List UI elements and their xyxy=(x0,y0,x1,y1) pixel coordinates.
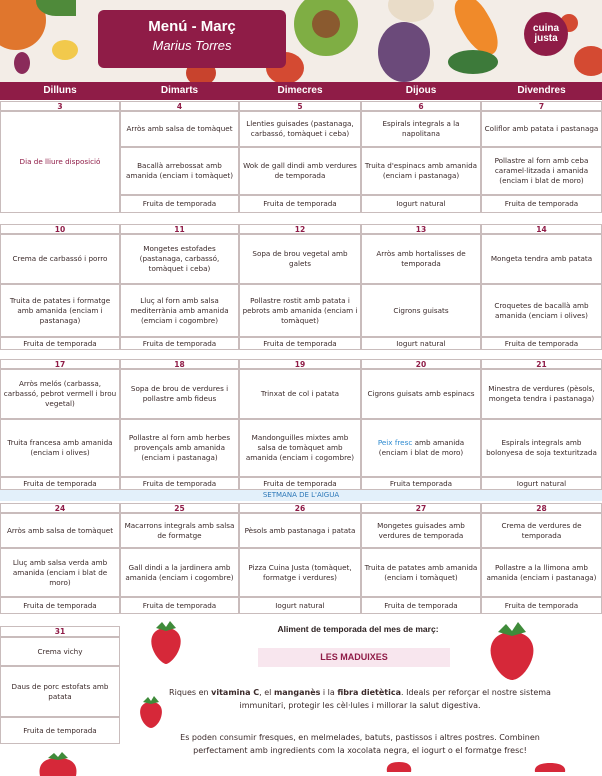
menu-cell-second-course: Pizza Cuina Justa (tomàquet, formatge i verdures) xyxy=(239,548,361,597)
menu-cell-second-course: Lluç al forn amb salsa mediterrània amb amanida (emciam i cogombre) xyxy=(120,284,239,337)
menu-cell-dessert: Fruita de temporada xyxy=(481,195,602,213)
menu-cell-second-course: Lluç amb salsa verda amb amanida (enciam i blat de moro) xyxy=(0,548,120,597)
menu-cell-second-course: Truita de patates i formatge amb amanida (enciam i pastanaga) xyxy=(0,284,120,337)
menu-cell-second-course: Daus de porc estofats amb patata xyxy=(0,666,120,717)
radish-illustration xyxy=(14,52,30,74)
menu-cell-dessert: Fruita de temporada xyxy=(481,337,602,350)
benefits-text: . Ideals per reforçar el nostre sistema immunitari, protegir les cèl·lules i millorar la salut digestiva. xyxy=(239,688,551,710)
menu-cell-first-course: Macarrons integrals amb salsa de formatge xyxy=(120,513,239,548)
menu-cell-second-course: Mandonguilles mixtes amb salsa de tomàquet amb amanida (enciam i cogombre) xyxy=(239,419,361,477)
menu-cell-dessert: Fruita de temporada xyxy=(361,597,481,614)
day-number: 19 xyxy=(239,359,361,369)
day-number: 25 xyxy=(120,503,239,513)
day-number: 10 xyxy=(0,224,120,234)
benefits-text: , el xyxy=(259,688,274,697)
day-number: 12 xyxy=(239,224,361,234)
benefits-vitamin: vitamina C xyxy=(211,688,260,697)
menu-cell-second-course: Truita francesa amb amanida (enciam i olives) xyxy=(0,419,120,477)
menu-cell-dessert: Fruita de temporada xyxy=(481,597,602,614)
strawberry-icon xyxy=(136,694,166,730)
seasonal-food-benefits xyxy=(160,686,560,712)
menu-title: Menú - Març xyxy=(148,18,236,35)
menu-cell-first-course: Mongetes estofades (pastanaga, carbassó, tomàquet i ceba) xyxy=(120,234,239,284)
holiday-cell: Dia de lliure disposició xyxy=(0,111,120,213)
menu-cell-first-course: Arròs amb hortalisses de temporada xyxy=(361,234,481,284)
menu-cell-first-course: Crema de carbassó i porro xyxy=(0,234,120,284)
benefits-fiber: fibra dietètica xyxy=(337,688,401,697)
artichoke-illustration xyxy=(378,22,430,82)
menu-cell-first-course: Mongeta tendra amb patata xyxy=(481,234,602,284)
menu-cell-first-course: Pèsols amb pastanaga i patata xyxy=(239,513,361,548)
menu-cell-second-course: Pollastre al forn amb herbes provençals amb amanida (enciam i pastanaga) xyxy=(120,419,239,477)
menu-cell-first-course: Cigrons guisats amb espinacs xyxy=(361,369,481,419)
benefits-mineral: manganès xyxy=(273,688,321,697)
day-number: 6 xyxy=(361,101,481,111)
day-header-tuesday: Dimarts xyxy=(160,85,199,96)
mushroom-illustration xyxy=(388,0,434,22)
menu-cell-dessert: Fruita de temporada xyxy=(120,477,239,490)
menu-cell-dessert: Fruita de temporada xyxy=(239,195,361,213)
day-number: 13 xyxy=(361,224,481,234)
logo-text-line1: cuina xyxy=(532,23,560,34)
menu-cell-text xyxy=(364,438,478,458)
weekday-header xyxy=(0,82,602,100)
seasonal-food-name: LES MADUIXES xyxy=(258,648,450,667)
menu-cell-second-course: Pollastre al forn amb ceba caramel·litzada i amanida (enciam i blat de moro) xyxy=(481,147,602,195)
day-number: 17 xyxy=(0,359,120,369)
menu-cell-first-course: Mongetes guisades amb verdures de temporada xyxy=(361,513,481,548)
avocado-seed-illustration xyxy=(312,10,340,38)
day-number: 20 xyxy=(361,359,481,369)
day-number: 27 xyxy=(361,503,481,513)
menu-cell-dessert: Iogurt natural xyxy=(361,337,481,350)
strawberry-icon xyxy=(384,758,414,772)
menu-cell-dessert: Fruita de temporada xyxy=(120,195,239,213)
menu-cell-dessert: Iogurt natural xyxy=(239,597,361,614)
menu-cell-dessert: Fruita de temporada xyxy=(239,337,361,350)
menu-cell-first-course: Crema de verdures de temporada xyxy=(481,513,602,548)
menu-cell-dessert: Fruita de temporada xyxy=(120,597,239,614)
zucchini-illustration xyxy=(448,50,498,74)
day-number: 7 xyxy=(481,101,602,111)
menu-cell-second-course: Pollastre a la llimona amb amanida (enciam i pastanaga) xyxy=(481,548,602,597)
strawberry-icon xyxy=(146,618,186,666)
cuina-justa-logo xyxy=(524,12,568,56)
header-banner xyxy=(0,0,602,82)
menu-cell-first-course: Sopa de brou de verdures i pollastre amb fideus xyxy=(120,369,239,419)
menu-cell-first-course: Sopa de brou vegetal amb galets xyxy=(239,234,361,284)
strawberry-icon xyxy=(532,760,568,772)
menu-cell-first-course: Espirals integrals a la napolitana xyxy=(361,111,481,147)
menu-cell-first-course: Llenties guisades (pastanaga, carbassó, tomàquet i ceba) xyxy=(239,111,361,147)
fresh-fish-highlight: Peix fresc xyxy=(377,438,413,447)
day-number: 28 xyxy=(481,503,602,513)
day-number: 18 xyxy=(120,359,239,369)
menu-cell-dessert: Fruita temporada xyxy=(361,477,481,490)
menu-cell-second-course: Wok de gall dindi amb verdures de temporada xyxy=(239,147,361,195)
day-number: 14 xyxy=(481,224,602,234)
menu-cell-second-course: Truita de patates amb amanida (enciam i tomàquet) xyxy=(361,548,481,597)
menu-cell-first-course: Arròs amb salsa de tomàquet xyxy=(120,111,239,147)
menu-cell-first-course: Coliflor amb patata i pastanaga xyxy=(481,111,602,147)
day-header-thursday: Dijous xyxy=(405,85,437,96)
school-name: Marius Torres xyxy=(152,38,232,53)
day-number: 3 xyxy=(0,101,120,111)
benefits-text: i la xyxy=(320,688,338,697)
menu-cell-first-course: Arròs melós (carbassa, carbassó, pebrot vermell i brou vegetal) xyxy=(0,369,120,419)
lemon-illustration xyxy=(52,40,78,60)
menu-cell-dessert: Iogurt natural xyxy=(481,477,602,490)
menu-cell-first-course: Crema vichy xyxy=(0,637,120,666)
menu-cell-dessert: Fruita de temporada xyxy=(0,337,120,350)
menu-cell-dessert: Fruita de temporada xyxy=(0,477,120,490)
menu-cell-second-course: Espirals integrals amb bolonyesa de soja texturitzada xyxy=(481,419,602,477)
menu-cell-second-course: Truita d'espinacs amb amanida (enciam i pastanaga) xyxy=(361,147,481,195)
menu-cell-first-course: Trinxat de col i patata xyxy=(239,369,361,419)
menu-cell-first-course: Minestra de verdures (pèsols, mongeta tendra i pastanaga) xyxy=(481,369,602,419)
seasonal-food-heading: Aliment de temporada del mes de març: xyxy=(277,624,439,634)
menu-cell-dessert: Fruita de temporada xyxy=(120,337,239,350)
day-number: 11 xyxy=(120,224,239,234)
strawberry-icon xyxy=(36,752,80,776)
day-header-wednesday: Dimecres xyxy=(277,85,323,96)
day-header-monday: Dilluns xyxy=(43,85,77,96)
menu-cell-dessert: Fruita de temporada xyxy=(0,597,120,614)
menu-cell-second-course: Bacallà arrebossat amb amanida (enciam i tomàquet) xyxy=(120,147,239,195)
day-number: 21 xyxy=(481,359,602,369)
strawberry-icon xyxy=(484,620,540,682)
logo-text-line2: justa xyxy=(534,33,558,44)
menu-cell-dessert: Fruita de temporada xyxy=(239,477,361,490)
menu-cell-second-course xyxy=(361,419,481,477)
menu-cell-second-course: Gall dindi a la jardinera amb amanida (enciam i cogombre) xyxy=(120,548,239,597)
menu-cell-first-course: Arròs amb salsa de tomàquet xyxy=(0,513,120,548)
day-number: 4 xyxy=(120,101,239,111)
menu-cell-second-course: Croquetes de bacallà amb amanida (enciam i olives) xyxy=(481,284,602,337)
day-number: 24 xyxy=(0,503,120,513)
menu-title-box xyxy=(98,10,286,68)
day-header-friday: Divendres xyxy=(517,85,566,96)
tomato-illustration xyxy=(574,46,602,76)
menu-cell-text: amb amanida (enciam i blat de moro) xyxy=(378,438,465,457)
menu-cell-dessert: Fruita de temporada xyxy=(0,717,120,744)
day-number: 5 xyxy=(239,101,361,111)
menu-cell-second-course: Cigrons guisats xyxy=(361,284,481,337)
menu-cell-second-course: Pollastre rostit amb patata i pebrots amb amanida (enciam i tomàquet) xyxy=(239,284,361,337)
day-number: 26 xyxy=(239,503,361,513)
water-week-banner: SETMANA DE L'AIGUA xyxy=(0,490,602,501)
day-number: 31 xyxy=(0,626,120,637)
seasonal-food-usage: Es poden consumir fresques, en melmelades, batuts, pastissos i altres postres. Combinen perfectament amb ingredients com la xocolata negra, el iogurt o el formatge fresc! xyxy=(180,733,540,755)
menu-cell-dessert: Iogurt natural xyxy=(361,195,481,213)
benefits-text: Riques en xyxy=(169,688,212,697)
